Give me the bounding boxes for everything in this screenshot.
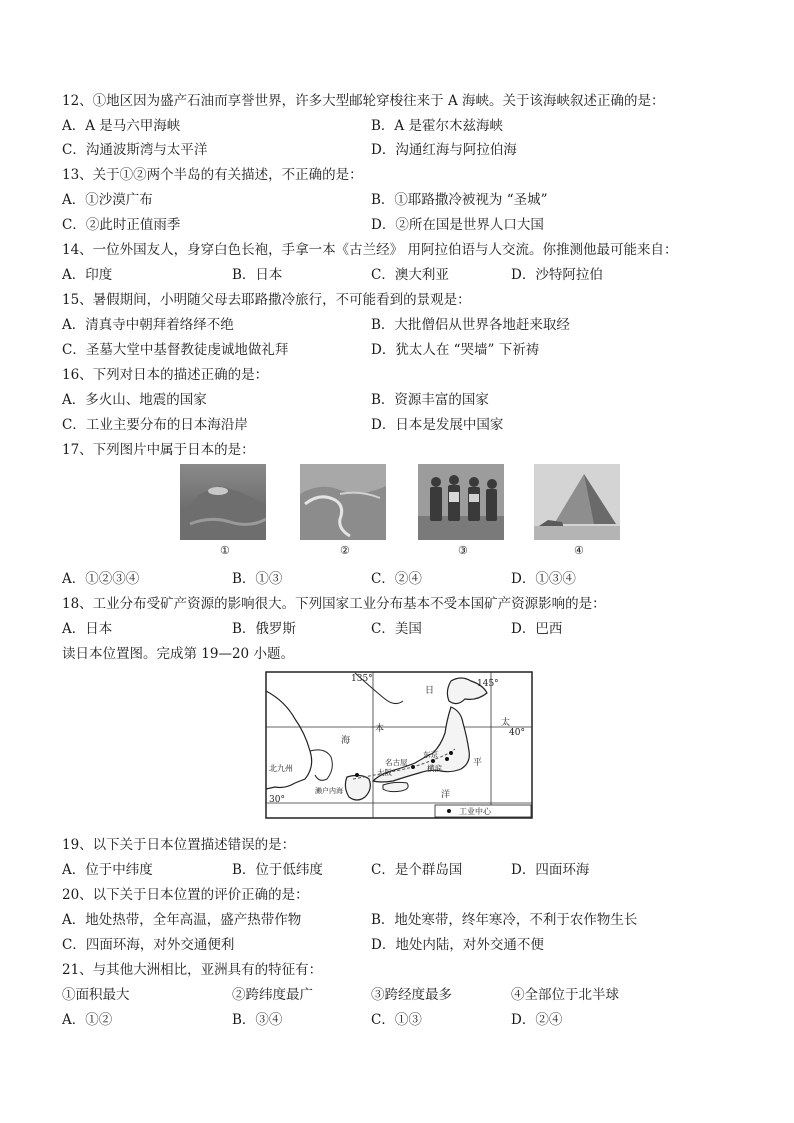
q17-option-c: C．②④: [371, 571, 422, 587]
q18-option-c: C．美国: [371, 621, 422, 637]
map-lat-bottom: 30°: [269, 795, 285, 805]
q14-option-a: A．印度: [62, 267, 113, 283]
photo-3-label: ③: [458, 544, 468, 557]
q12-option-a: A．A 是马六甲海峡: [62, 118, 181, 134]
q12-option-c: C．沟通波斯湾与太平洋: [62, 142, 208, 158]
map-inland-sea: 濑户内海: [315, 787, 343, 795]
q20-option-d: D．地处内陆，对外交通不便: [371, 937, 544, 953]
photo-2-label: ②: [340, 544, 350, 557]
q17-option-d: D．①③④: [511, 571, 576, 587]
photo-3-kimono-people: [418, 464, 504, 540]
q13-option-b: B．①耶路撒冷被视为 “圣城”: [371, 192, 548, 208]
q16-option-a: A．多火山、地震的国家: [62, 392, 207, 408]
map-city-tokyo: 东京: [423, 750, 438, 759]
photo-2-great-wall: [300, 464, 386, 540]
q17-option-b: B．①③: [232, 571, 283, 587]
q14-stem: 14、一位外国友人，身穿白色长袍，手拿一本《古兰经》 用阿拉伯语与人交流。你推测他最可能来自：: [62, 242, 678, 258]
q18-option-b: B．俄罗斯: [232, 621, 296, 637]
map-city-kitakyushu: 北九州: [269, 764, 293, 773]
q17-option-a: A．①②③④: [62, 571, 140, 587]
q19-option-b: B．位于低纬度: [232, 862, 323, 878]
q19-option-d: D．四面环海: [511, 862, 590, 878]
q18-option-a: A．日本: [62, 621, 113, 637]
map-city-osaka: 大阪: [377, 768, 392, 777]
intro-19-20: 读日本位置图。完成第 19—20 小题。: [62, 646, 294, 662]
map-city-nagoya: 名古屋: [385, 758, 408, 767]
q21-option-d: D．②④: [511, 1012, 563, 1028]
q21-option-b: B．③④: [232, 1012, 283, 1028]
q21-statement-3: ③跨经度最多: [371, 987, 452, 1003]
map-sea-char-1: 日: [425, 686, 435, 696]
map-sea-char-3: 海: [341, 736, 351, 746]
map-city-yokohama: 横滨: [427, 764, 442, 773]
photo-1-label: ①: [220, 544, 230, 557]
q14-option-b: B．日本: [232, 267, 283, 283]
photo-4-label: ④: [574, 544, 584, 557]
q21-statement-2: ②跨纬度最广: [232, 987, 313, 1003]
q16-stem: 16、下列对日本的描述正确的是：: [62, 367, 269, 383]
q18-option-d: D．巴西: [511, 621, 563, 637]
q19-option-c: C．是个群岛国: [371, 862, 463, 878]
q20-option-c: C．四面环海，对外交通便利: [62, 937, 235, 953]
q15-option-c: C．圣墓大堂中基督教徒虔诚地做礼拜: [62, 342, 289, 358]
q21-stem: 21、与其他大洲相比，亚洲具有的特征有：: [62, 962, 323, 978]
q13-option-d: D．②所在国是世界人口大国: [371, 217, 544, 233]
q13-stem: 13、关于①②两个半岛的有关描述，不正确的是：: [62, 167, 363, 183]
map-lon-left: 135°: [351, 674, 373, 684]
q17-stem: 17、下列图片中属于日本的是：: [62, 442, 255, 458]
photo-1-volcano: [180, 464, 266, 540]
map-sea-char-2: 本: [375, 724, 385, 734]
legend-dot-icon: [447, 809, 451, 813]
map-ocean-char-1: 太: [501, 718, 511, 728]
q20-option-b: B．地处寒带，终年寒冷，不利于农作物生长: [371, 912, 638, 928]
map-legend-label: 工业中心: [459, 807, 491, 816]
q20-option-a: A．地处热带，全年高温，盛产热带作物: [62, 912, 302, 928]
q12-option-d: D．沟通红海与阿拉伯海: [371, 142, 517, 158]
map-ocean-char-2: 平: [473, 758, 483, 768]
q21-option-a: A．①②: [62, 1012, 113, 1028]
q13-option-c: C．②此时正值雨季: [62, 217, 181, 233]
q16-option-c: C．工业主要分布的日本海沿岸: [62, 417, 248, 433]
map-lon-right: 145°: [477, 679, 499, 689]
q16-option-d: D．日本是发展中国家: [371, 417, 504, 433]
q14-option-d: D．沙特阿拉伯: [511, 267, 603, 283]
q12-option-b: B．A 是霍尔木兹海峡: [371, 118, 503, 134]
q15-option-d: D．犹太人在 “哭墙” 下祈祷: [371, 342, 540, 358]
map-lat-top: 40°: [509, 728, 525, 738]
q21-statement-1: ①面积最大: [62, 987, 130, 1003]
japan-location-map: [265, 671, 533, 819]
q21-option-c: C．①③: [371, 1012, 422, 1028]
q15-option-a: A．清真寺中朝拜着络绎不绝: [62, 317, 234, 333]
q16-option-b: B．资源丰富的国家: [371, 392, 489, 408]
q18-stem: 18、工业分布受矿产资源的影响很大。下列国家工业分布基本不受本国矿产资源影响的是：: [62, 596, 606, 612]
q21-statement-4: ④全部位于北半球: [511, 987, 619, 1003]
q15-option-b: B．大批僧侣从世界各地赶来取经: [371, 317, 570, 333]
q19-option-a: A．位于中纬度: [62, 862, 153, 878]
photo-4-pyramid-sphinx: [534, 464, 620, 540]
map-ocean-char-3: 洋: [441, 790, 451, 800]
q15-stem: 15、暑假期间，小明随父母去耶路撒冷旅行，不可能看到的景观是：: [62, 292, 471, 308]
q13-option-a: A．①沙漠广布: [62, 192, 153, 208]
q14-option-c: C．澳大利亚: [371, 267, 449, 283]
q12-stem: 12、①地区因为盛产石油而享誉世界，许多大型邮轮穿梭往来于 A 海峡。关于该海峡叙述正确的是：: [62, 93, 665, 109]
q20-stem: 20、以下关于日本位置的评价正确的是：: [62, 887, 309, 903]
q19-stem: 19、以下关于日本位置描述错误的是：: [62, 837, 296, 853]
